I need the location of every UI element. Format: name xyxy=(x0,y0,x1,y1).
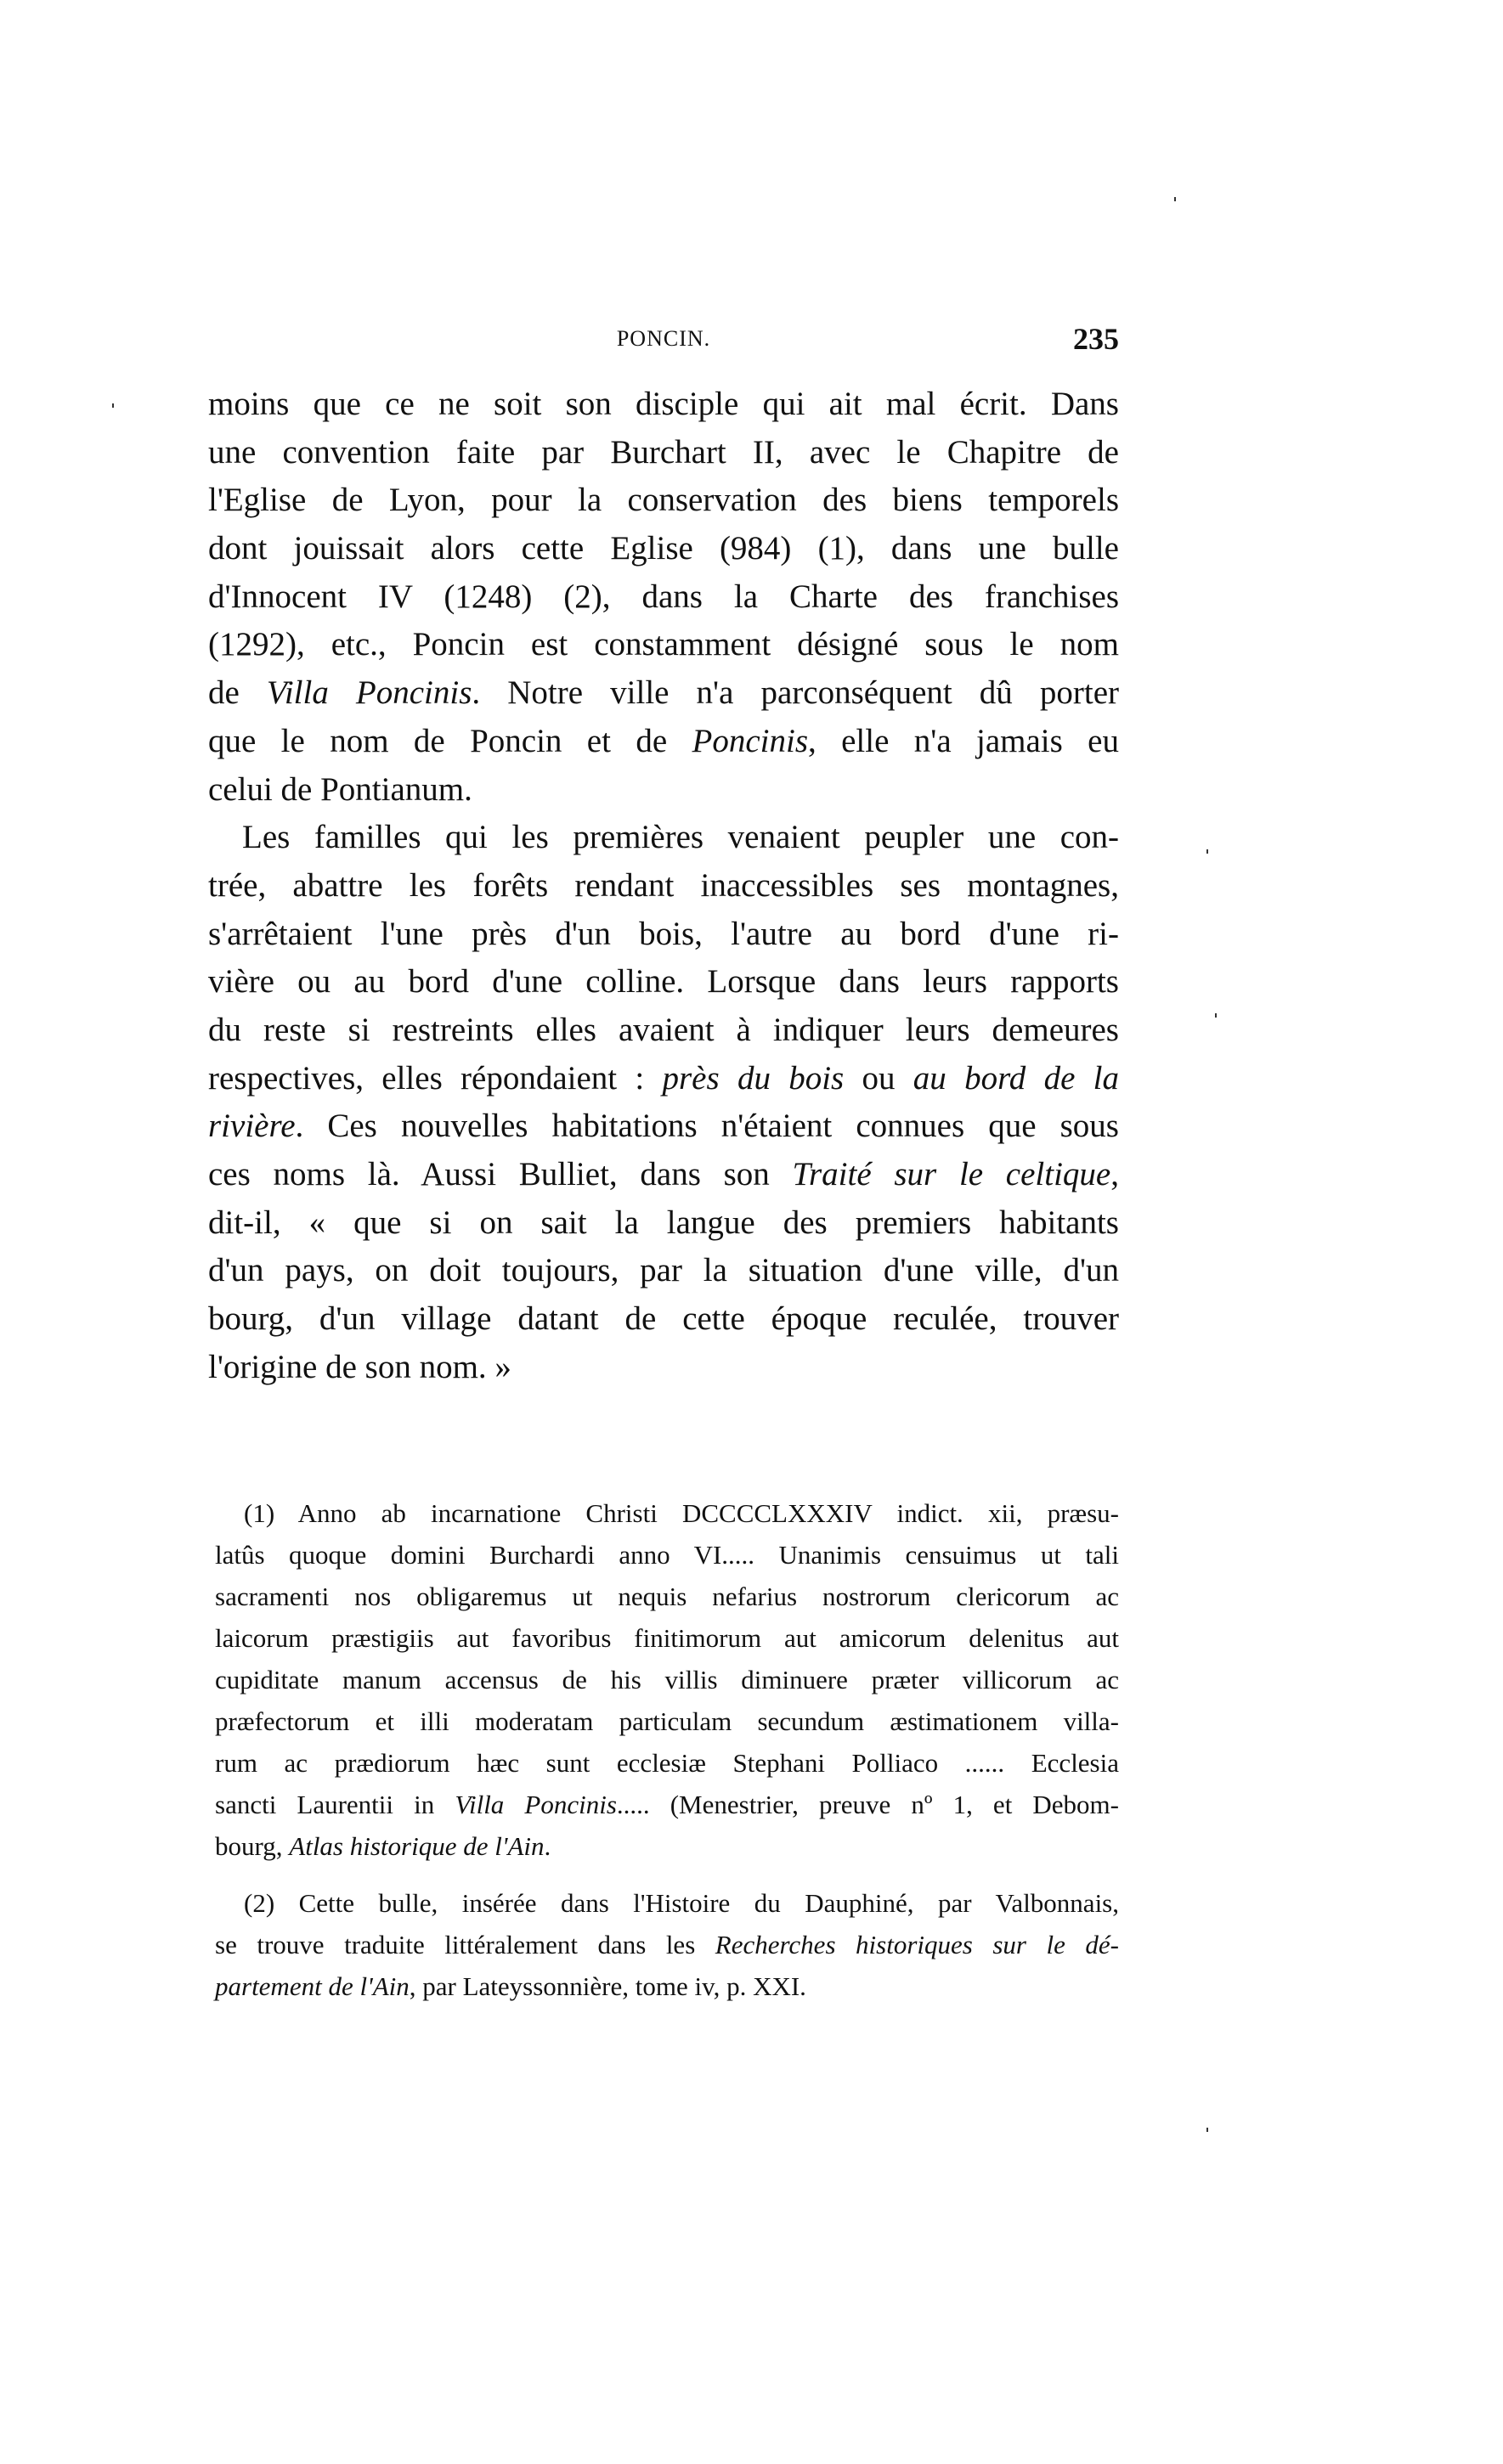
italic-text: Poncinis xyxy=(692,722,808,759)
text-line xyxy=(208,814,1119,862)
text-run: . Notre ville n'a parconséquent dû porter xyxy=(472,674,1120,712)
footnote-line xyxy=(215,1825,1119,1867)
text-run: celui de Pontianum. xyxy=(208,770,472,808)
text-run: sancti Laurentii in xyxy=(215,1790,455,1819)
footnote-line xyxy=(215,1742,1119,1784)
text-run: præfectorum et illi moderatam particulam secundum æstimationem villa- xyxy=(215,1706,1119,1736)
footnote-line xyxy=(215,1576,1119,1617)
text-run: de xyxy=(208,674,267,712)
text-run: (2) Cette bulle, insérée dans l'Histoire du Dauphiné, par Valbonnais, xyxy=(244,1888,1119,1918)
text-run: trée, abattre les forêts rendant inaccessibles ses montagnes, xyxy=(208,866,1119,904)
text-line xyxy=(208,1247,1119,1295)
text-run: latûs quoque domini Burchardi anno VI..... Unanimis censuimus ut tali xyxy=(215,1540,1119,1570)
scan-speck xyxy=(1206,2128,1208,2132)
scan-speck xyxy=(1174,197,1176,201)
page-number: 235 xyxy=(1073,322,1119,356)
text-run: dit-il, « que si on sait la langue des premiers habitants xyxy=(208,1204,1119,1241)
text-run: Les familles qui les premières venaient peupler une con- xyxy=(242,819,1119,856)
text-run: ces noms là. Aussi Bulliet, dans son xyxy=(208,1156,793,1193)
main-text xyxy=(208,381,1119,1391)
text-run: , xyxy=(1110,1156,1119,1193)
italic-text: Atlas historique de l'Ain xyxy=(289,1831,545,1861)
text-line xyxy=(208,911,1119,959)
text-run: rum ac prædiorum hæc sunt ecclesiæ Stephani Polliaco ...... Ecclesia xyxy=(215,1748,1119,1778)
text-line xyxy=(208,862,1119,911)
footnotes xyxy=(215,1492,1119,2007)
text-run: vière ou au bord d'une colline. Lorsque dans leurs rapports xyxy=(208,963,1119,1001)
footnote-1 xyxy=(215,1492,1119,1867)
text-run: sacramenti nos obligaremus ut nequis nefarius nostrorum clericorum ac xyxy=(215,1582,1119,1611)
text-line xyxy=(208,1344,1119,1392)
footnote-line xyxy=(215,1617,1119,1659)
text-line xyxy=(208,1006,1119,1055)
text-line xyxy=(208,1295,1119,1344)
text-run: , elle n'a jamais eu xyxy=(808,722,1119,759)
footnote-line xyxy=(215,1534,1119,1576)
text-line xyxy=(208,621,1119,669)
text-line xyxy=(208,1102,1119,1151)
text-line xyxy=(208,766,1119,815)
italic-text: Traité sur le celtique xyxy=(792,1156,1111,1193)
scan-speck xyxy=(112,403,114,408)
text-run: cupiditate manum accensus de his villis diminuere præter villicorum ac xyxy=(215,1665,1119,1694)
text-line xyxy=(208,1055,1119,1103)
text-run: laicorum præstigiis aut favoribus finitimorum aut amicorum delenitus aut xyxy=(215,1623,1119,1653)
footnote-line xyxy=(215,1784,1119,1825)
text-run: dont jouissait alors cette Eglise (984) (1), dans une bulle xyxy=(208,530,1119,567)
scan-speck xyxy=(1215,1013,1217,1018)
text-run: . xyxy=(544,1831,551,1861)
footnote-line xyxy=(215,1659,1119,1700)
italic-text: au bord de la xyxy=(913,1059,1119,1097)
text-run: d'Innocent IV (1248) (2), dans la Charte des franchises xyxy=(208,578,1119,615)
text-run: respectives, elles répondaient : xyxy=(208,1059,663,1097)
text-line xyxy=(208,1199,1119,1248)
text-run: . Ces nouvelles habitations n'étaient connues que sous xyxy=(295,1108,1119,1145)
italic-text: partement de l'Ain xyxy=(215,1971,410,2001)
text-line xyxy=(208,718,1119,766)
footnote-2 xyxy=(215,1882,1119,2007)
running-title: PONCIN. xyxy=(616,326,711,351)
text-run: , par Lateyssonnière, tome iv, p. XXI. xyxy=(409,1971,806,2001)
text-run: l'Eglise de Lyon, pour la conservation des biens temporels xyxy=(208,482,1119,519)
text-line xyxy=(208,669,1119,718)
text-run: que le nom de Poncin et de xyxy=(208,722,692,759)
italic-text: Villa Poncinis xyxy=(266,674,472,712)
text-run: bourg, d'un village datant de cette époque reculée, trouver xyxy=(208,1300,1119,1338)
italic-text: Recherches historiques sur le dé- xyxy=(715,1930,1119,1959)
page-header xyxy=(208,321,1119,358)
italic-text: Villa Poncinis xyxy=(455,1790,617,1819)
text-line xyxy=(208,1151,1119,1199)
italic-text: rivière xyxy=(208,1108,296,1145)
text-line xyxy=(208,573,1119,622)
footnote-line xyxy=(215,1882,1119,1924)
text-run: s'arrêtaient l'une près d'un bois, l'autre au bord d'une ri- xyxy=(208,915,1119,952)
text-run: moins que ce ne soit son disciple qui ait mal écrit. Dans xyxy=(208,386,1119,422)
text-run: du reste si restreints elles avaient à indiquer leurs demeures xyxy=(208,1011,1119,1048)
text-run: ..... (Menestrier, preuve nº 1, et Debom- xyxy=(616,1790,1119,1819)
text-line xyxy=(208,476,1119,525)
text-run: une convention faite par Burchart II, avec le Chapitre de xyxy=(208,433,1119,471)
text-run: d'un pays, on doit toujours, par la situation d'une ville, d'un xyxy=(208,1252,1119,1289)
text-line xyxy=(208,525,1119,573)
scan-speck xyxy=(1206,849,1208,854)
text-line xyxy=(208,429,1119,477)
text-run: (1) Anno ab incarnatione Christi DCCCCLXXXIV indict. xii, præsu- xyxy=(244,1498,1119,1528)
text-run: se trouve traduite littéralement dans les xyxy=(215,1930,715,1959)
text-line xyxy=(208,381,1119,429)
text-run: ou xyxy=(844,1059,913,1097)
footnote-line xyxy=(215,1492,1119,1534)
italic-text: près du bois xyxy=(662,1059,845,1097)
footnote-line xyxy=(215,1965,1119,2007)
text-run: l'origine de son nom. » xyxy=(208,1348,511,1385)
text-line xyxy=(208,958,1119,1006)
footnote-line xyxy=(215,1924,1119,1965)
footnote-line xyxy=(215,1700,1119,1742)
text-run: bourg, xyxy=(215,1831,290,1861)
text-run: (1292), etc., Poncin est constamment désigné sous le nom xyxy=(208,626,1119,663)
